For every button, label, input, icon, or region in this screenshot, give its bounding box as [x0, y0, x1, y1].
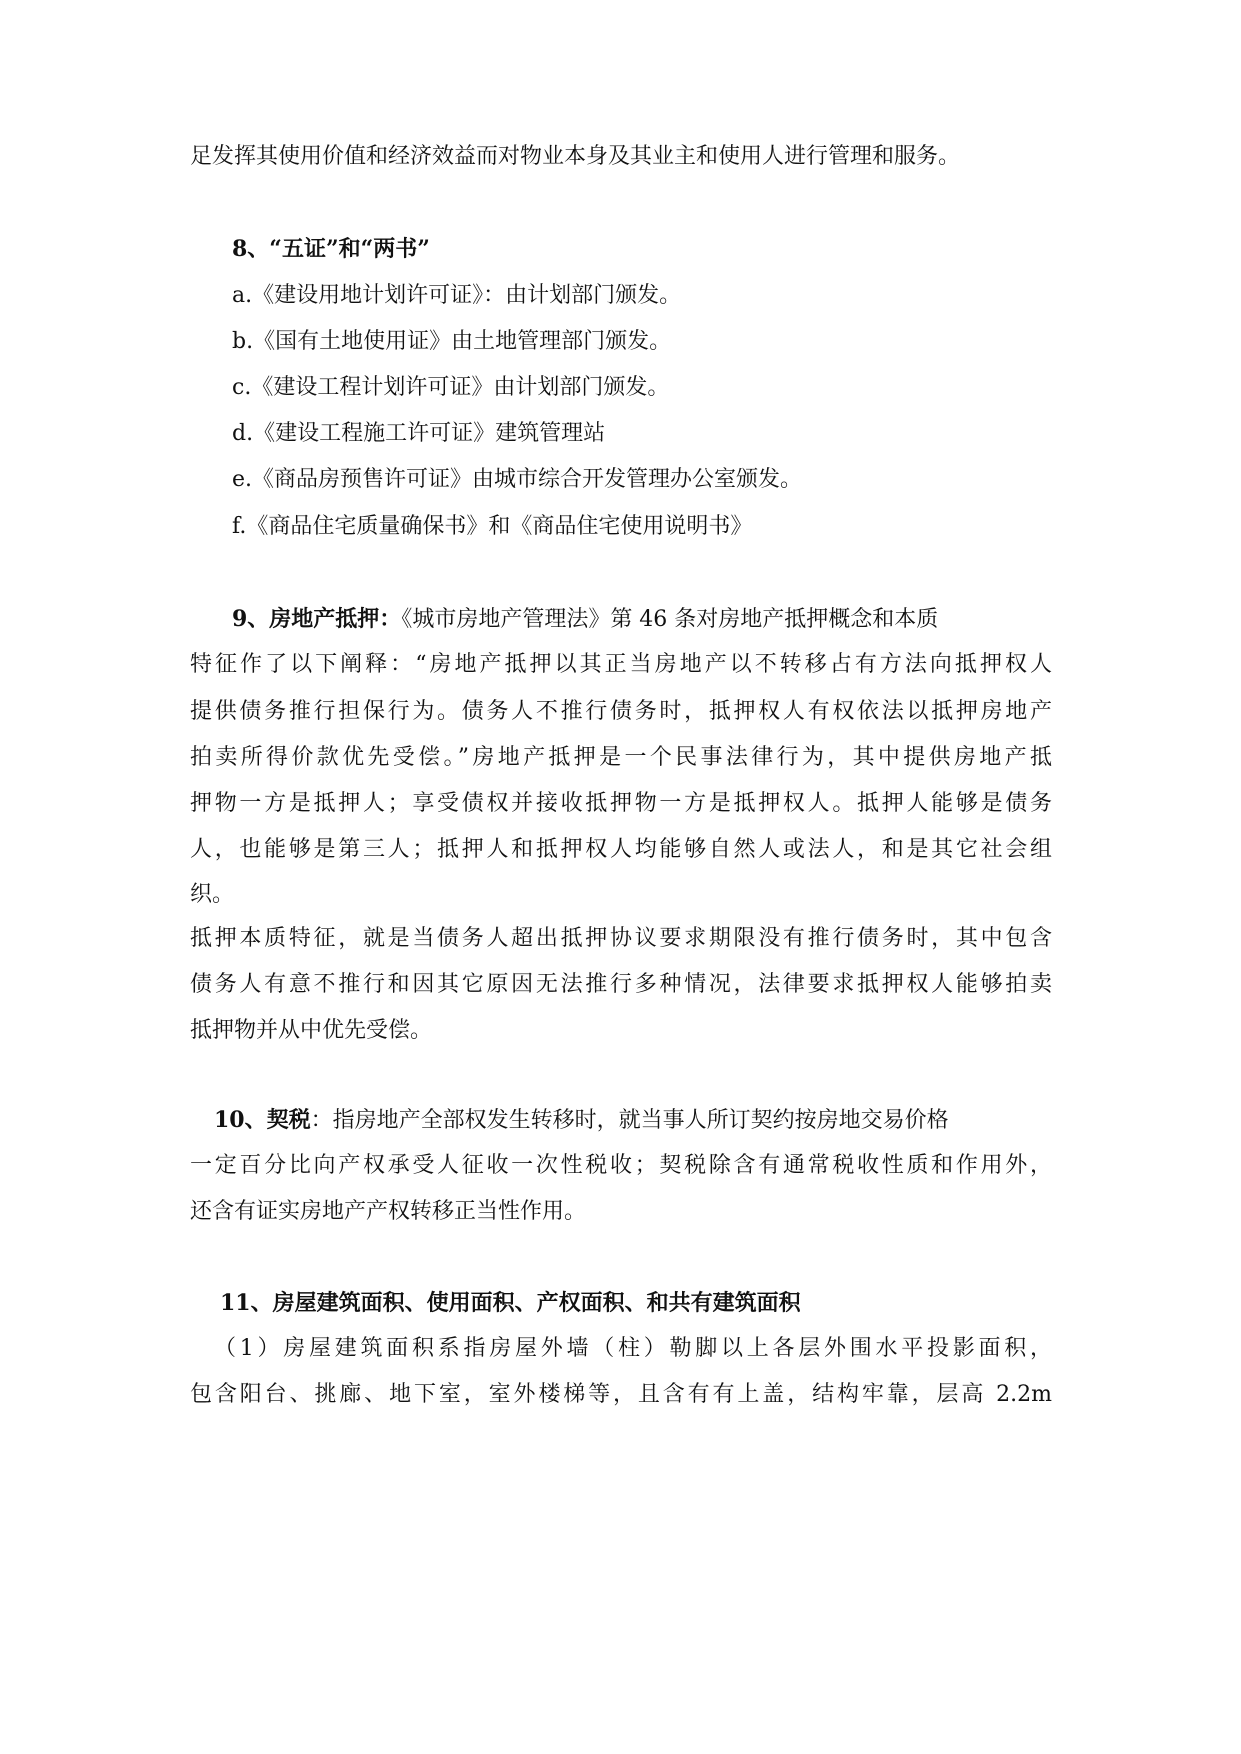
section-9-line: 押物一方是抵押人；享受债权并接收抵押物一方是抵押权人。抵押人能够是债务	[190, 791, 1052, 816]
section-9-para2-line: 债务人有意不推行和因其它原因无法推行多种情况，法律要求抵押权人能够拍卖	[190, 972, 1052, 997]
intro-line: 足发挥其使用价值和经济效益而对物业本身及其业主和使用人进行管理和服务。	[190, 144, 961, 169]
section-9-para2-line: 抵押本质特征，就是当债务人超出抵押协议要求期限没有推行债务时，其中包含	[190, 926, 1052, 951]
section-9-heading: 9、房地产抵押：	[232, 606, 402, 632]
section-9-line: 《城市房地产管理法》第 46 条对房地产抵押概念和本质	[401, 607, 939, 632]
list-item: a.《建设用地计划许可证》：由计划部门颁发。	[232, 283, 682, 308]
section-9-line: 特征作了以下阐释：“房地产抵押以其正当房地产以不转移占有方法向抵押权人	[190, 652, 1052, 677]
section-10-line: 一定百分比向产权承受人征收一次性税收；契税除含有通常税收性质和作用外，	[190, 1153, 1052, 1178]
section-9-line: 织。	[190, 882, 235, 907]
section-10-line: ：指房地产全部权发生转移时，就当事人所订契约按房地交易价格	[310, 1108, 949, 1133]
section-10-line: 还含有证实房地产产权转移正当性作用。	[190, 1199, 587, 1224]
section-11-line: （1）房屋建筑面积系指房屋外墙（柱）勒脚以上各层外围水平投影面积，	[214, 1336, 1052, 1361]
list-item: c.《建设工程计划许可证》由计划部门颁发。	[232, 375, 670, 400]
section-11-heading: 11、房屋建筑面积、使用面积、产权面积、和共有建筑面积	[220, 1290, 801, 1316]
section-9-line: 提供债务推行担保行为。债务人不推行债务时，抵押权人有权依法以抵押房地产	[190, 699, 1052, 724]
section-11-line: 包含阳台、挑廊、地下室，室外楼梯等，且含有有上盖，结构牢靠，层高 2.2m	[190, 1382, 1052, 1407]
section-9-first-line	[232, 604, 1052, 635]
section-9-line: 拍卖所得价款优先受偿。”房地产抵押是一个民事法律行为，其中提供房地产抵	[190, 745, 1052, 770]
list-item: f.《商品住宅质量确保书》和《商品住宅使用说明书》	[232, 514, 753, 539]
list-item: e.《商品房预售许可证》由城市综合开发管理办公室颁发。	[232, 467, 803, 492]
section-8-heading: 8、“五证”和“两书”	[232, 236, 430, 262]
section-10-first-line	[214, 1105, 1052, 1136]
section-10-heading: 10、契税	[214, 1107, 311, 1133]
section-9-line: 人，也能够是第三人；抵押人和抵押权人均能够自然人或法人，和是其它社会组	[190, 837, 1052, 862]
section-9-para2-line: 抵押物并从中优先受偿。	[190, 1018, 433, 1043]
list-item: b.《国有土地使用证》由土地管理部门颁发。	[232, 329, 672, 354]
list-item: d.《建设工程施工许可证》建筑管理站	[232, 421, 606, 446]
